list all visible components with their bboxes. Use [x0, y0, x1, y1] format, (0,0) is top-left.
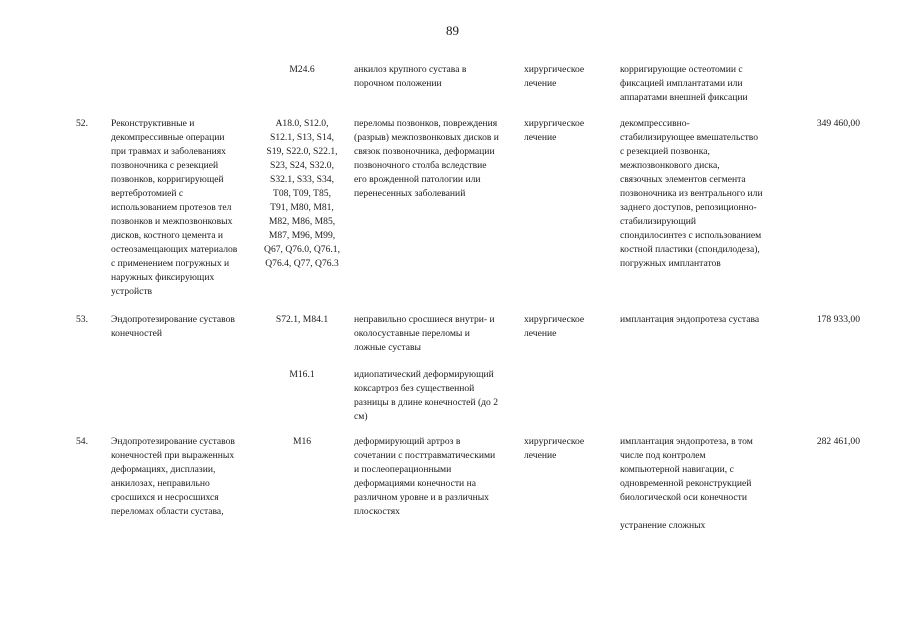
- icd-codes-line: S23, S24, S32.0,: [270, 160, 334, 171]
- price-cell: 282 461,00: [816, 436, 860, 447]
- treatment-method-cell: [620, 117, 790, 271]
- treatment-type-cell: [524, 117, 614, 145]
- price-cell: 349 460,00: [816, 118, 860, 129]
- treatment-method-line: стабилизирующее вмешательство: [620, 132, 759, 143]
- treatment-type-line: лечение: [524, 78, 557, 89]
- treatment-method-line: устранение сложных: [620, 520, 706, 531]
- diagnosis-line: ложные суставы: [354, 342, 421, 353]
- method-group-name-line: устройств: [111, 286, 153, 297]
- diagnosis-line: плоскостях: [354, 506, 400, 517]
- diagnosis-line: различном уровне и в различных: [354, 492, 489, 503]
- icd-codes-line: M82, M86, M85,: [268, 216, 336, 227]
- method-group-name-line: позвоночника с резекцией: [111, 160, 219, 171]
- diagnosis-cell: [354, 435, 519, 519]
- method-group-name-line: вертебротомией с: [111, 188, 184, 199]
- treatment-type-line: хирургическое: [524, 436, 585, 447]
- icd-codes-cell: [258, 435, 346, 449]
- treatment-type-cell: [524, 435, 614, 463]
- icd-codes-line: S19, S22.0, S22.1,: [266, 146, 338, 157]
- treatment-method-line: костной пластики (спондилодеза),: [620, 244, 760, 255]
- method-group-name-line: конечностей при выраженных: [111, 450, 235, 461]
- treatment-method-line: одновременной реконструкцией: [620, 478, 752, 489]
- icd-codes-line: S12.1, S13, S14,: [270, 132, 334, 143]
- treatment-method-line: корригирующие остеотомии с: [620, 64, 743, 75]
- method-group-name-line: с применением погружных и: [111, 258, 230, 269]
- treatment-type-line: хирургическое: [524, 314, 585, 325]
- treatment-method-line: [620, 505, 790, 519]
- icd-codes-line: M24.6: [289, 64, 315, 75]
- diagnosis-line: разницы в длине конечностей (до 2: [354, 397, 499, 408]
- method-group-name-cell: [111, 117, 269, 299]
- treatment-type-cell: [524, 63, 614, 91]
- diagnosis-line: анкилоз крупного сустава в: [354, 64, 467, 75]
- method-group-name-line: Реконструктивные и: [111, 118, 195, 129]
- treatment-method-line: декомпрессивно-: [620, 118, 690, 129]
- diagnosis-line: его врожденной патологии или: [354, 174, 481, 185]
- method-group-name-line: сросшихся и несросшихся: [111, 492, 219, 503]
- treatment-method-line: межпозвонкового диска,: [620, 160, 720, 171]
- diagnosis-cell: [354, 368, 519, 424]
- diagnosis-line: неправильно сросшиеся внутри- и: [354, 314, 495, 325]
- treatment-method-line: имплантация эндопротеза, в том: [620, 436, 753, 447]
- diagnosis-line: связок позвоночника, деформации: [354, 146, 495, 157]
- treatment-method-line: имплантация эндопротеза сустава: [620, 314, 760, 325]
- method-group-name-line: анкилозах, неправильно: [111, 478, 210, 489]
- icd-codes-cell: [258, 117, 346, 271]
- treatment-method-line: стабилизирующий: [620, 216, 696, 227]
- method-group-name-line: деформациях, дисплазии,: [111, 464, 216, 475]
- icd-codes-line: S72.1, M84.1: [275, 314, 329, 325]
- diagnosis-cell: [354, 117, 519, 201]
- diagnosis-line: см): [354, 411, 368, 422]
- treatment-method-line: биологической оси конечности: [620, 492, 747, 503]
- treatment-method-line: связочных элементов сегмента: [620, 174, 746, 185]
- diagnosis-line: порочном положении: [354, 78, 442, 89]
- method-group-name-cell: [111, 435, 269, 519]
- treatment-method-cell: [620, 435, 790, 533]
- price-cell: 178 933,00: [816, 314, 860, 325]
- row-number-cell: 54.: [76, 436, 88, 447]
- method-group-name-line: позвонков и межпозвонковых: [111, 216, 233, 227]
- diagnosis-line: коксартроз без существенной: [354, 383, 475, 394]
- icd-codes-line: T91, M80, M81,: [270, 202, 334, 213]
- diagnosis-line: и послеоперационными: [354, 464, 452, 475]
- treatment-method-line: заднего доступов, репозиционно-: [620, 202, 757, 213]
- treatment-method-line: с резекцией позвонка,: [620, 146, 710, 157]
- diagnosis-line: переломы позвонков, повреждения: [354, 118, 498, 129]
- treatment-type-line: хирургическое: [524, 64, 585, 75]
- treatment-method-cell: [620, 63, 790, 105]
- treatment-type-line: лечение: [524, 450, 557, 461]
- icd-codes-line: A18.0, S12.0,: [275, 118, 329, 129]
- icd-codes-line: M87, M96, M99,: [268, 230, 336, 241]
- icd-codes-line: M16.1: [289, 369, 315, 380]
- diagnosis-line: деформациями конечности на: [354, 478, 476, 489]
- method-group-name-line: при травмах и заболеваниях: [111, 146, 226, 157]
- method-group-name-line: конечностей: [111, 328, 162, 339]
- treatment-method-line: погружных имплантатов: [620, 258, 721, 269]
- icd-codes-line: Q67, Q76.0, Q76.1,: [264, 244, 340, 255]
- icd-codes-line: T08, T09, T85,: [272, 188, 331, 199]
- treatment-type-line: хирургическое: [524, 118, 585, 129]
- method-group-name-line: дисков, костного цемента и: [111, 230, 224, 241]
- diagnosis-line: околосуставные переломы и: [354, 328, 470, 339]
- diagnosis-line: позвоночного столба вследствие: [354, 160, 487, 171]
- diagnosis-line: идиопатический деформирующий: [354, 369, 494, 380]
- treatment-method-line: позвоночника из вентрального или: [620, 188, 763, 199]
- method-group-name-line: использованием протезов тел: [111, 202, 232, 213]
- method-group-name-line: Эндопротезирование суставов: [111, 436, 235, 447]
- diagnosis-cell: [354, 313, 519, 355]
- method-group-name-line: Эндопротезирование суставов: [111, 314, 235, 325]
- method-group-name-line: переломах области сустава,: [111, 506, 224, 517]
- icd-codes-line: S32.1, S33, S34,: [270, 174, 334, 185]
- method-group-name-line: остеозамещающих материалов: [111, 244, 238, 255]
- row-number-cell: 52.: [76, 118, 88, 129]
- icd-codes-line: M16: [292, 436, 312, 447]
- method-group-name-line: позвонков, корригирующей: [111, 174, 224, 185]
- method-group-name-line: наружных фиксирующих: [111, 272, 215, 283]
- diagnosis-line: сочетании с посттравматическими: [354, 450, 496, 461]
- icd-codes-cell: [258, 63, 346, 77]
- method-group-name-cell: [111, 313, 269, 341]
- treatment-type-line: лечение: [524, 328, 557, 339]
- treatment-method-line: компьютерной навигации, с: [620, 464, 734, 475]
- treatment-type-line: лечение: [524, 132, 557, 143]
- treatment-method-line: спондилосинтез с использованием: [620, 230, 762, 241]
- treatment-method-cell: [620, 313, 790, 327]
- icd-codes-cell: [258, 368, 346, 382]
- diagnosis-line: (разрыв) межпозвонковых дисков и: [354, 132, 499, 143]
- diagnosis-line: деформирующий артроз в: [354, 436, 461, 447]
- diagnosis-cell: [354, 63, 519, 91]
- page-number: 89: [446, 23, 459, 38]
- treatment-method-line: числе под контролем: [620, 450, 706, 461]
- method-group-name-line: декомпрессивные операции: [111, 132, 225, 143]
- treatment-method-line: аппаратами внешней фиксации: [620, 92, 748, 103]
- treatment-type-cell: [524, 313, 614, 341]
- row-number-cell: 53.: [76, 314, 88, 325]
- icd-codes-line: Q76.4, Q77, Q76.3: [265, 258, 339, 269]
- treatment-method-line: фиксацией имплантатами или: [620, 78, 743, 89]
- diagnosis-line: перенесенных заболеваний: [354, 188, 466, 199]
- icd-codes-cell: [258, 313, 346, 327]
